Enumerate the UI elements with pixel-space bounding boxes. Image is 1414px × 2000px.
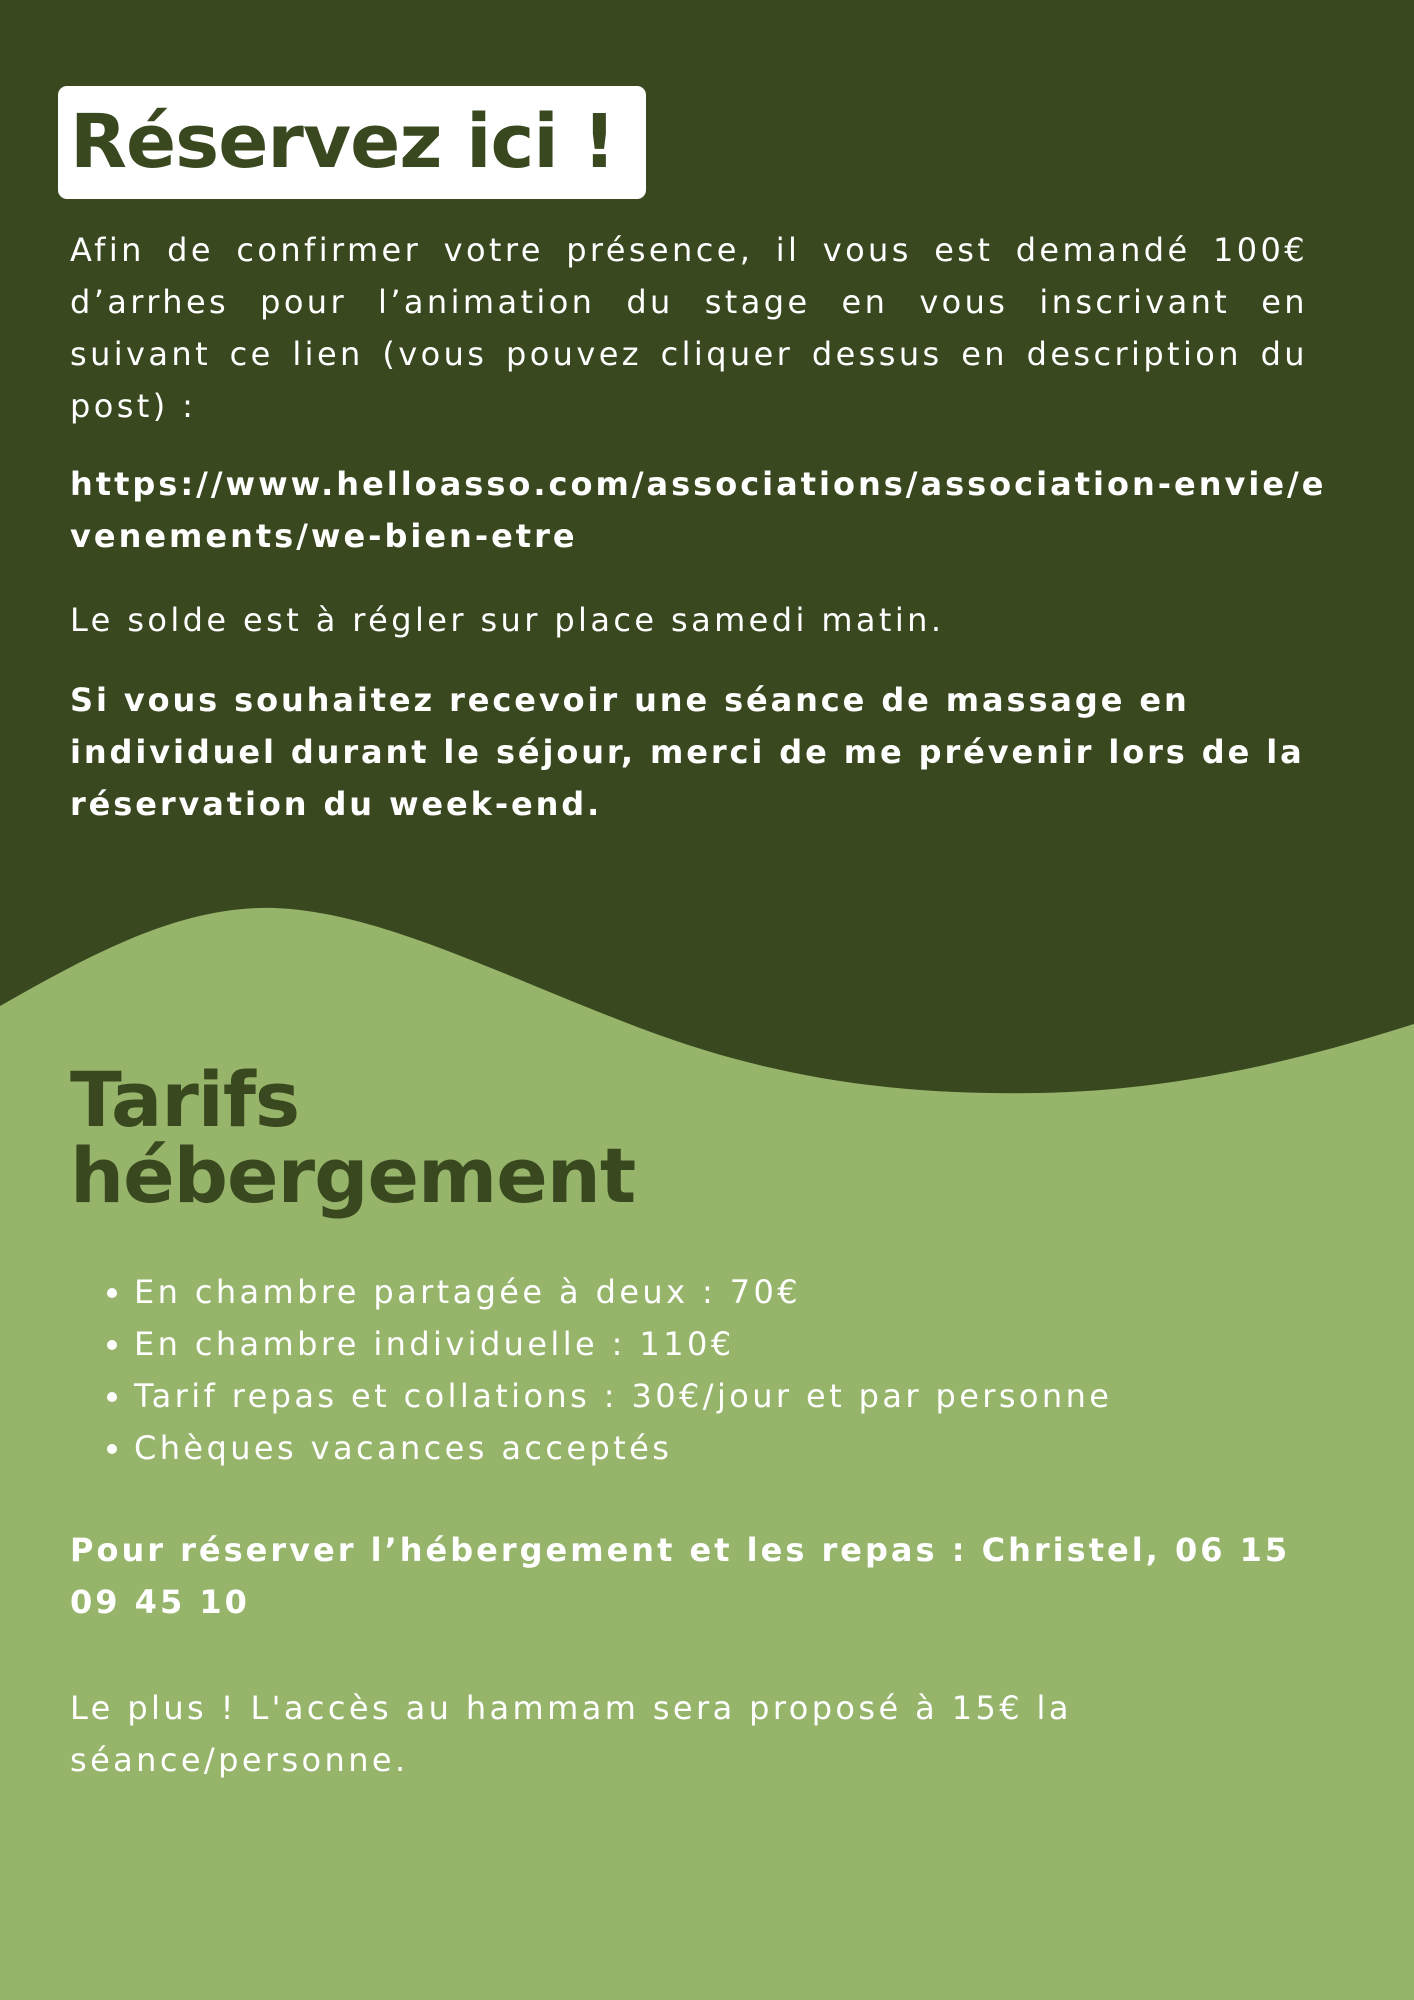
accommodation-title-line1: Tarifs (70, 1055, 300, 1144)
massage-note: Si vous souhaitez recevoir une séance de massage en individuel durant le séjour, merci de me prévenir lors de la réservation du week-end. (70, 681, 1305, 823)
list-item: • En chambre individuelle : 110€ (134, 1318, 1112, 1370)
reservation-link[interactable]: https://www.helloasso.com/associations/association-envie/evenements/we-bien-etre (70, 465, 1327, 555)
contact-info: Pour réserver l’hébergement et les repas : Christel, 06 15 09 45 10 (70, 1531, 1291, 1621)
accommodation-title (70, 1055, 636, 1220)
list-item: • Tarif repas et collations : 30€/jour et par personne (134, 1370, 1112, 1422)
list-item: • En chambre partagée à deux : 70€ (134, 1266, 1112, 1318)
reservation-title: Réservez ici ! (70, 99, 616, 185)
accommodation-title-line2: hébergement (70, 1131, 636, 1220)
balance-note: Le solde est à régler sur place samedi matin. (70, 601, 945, 639)
list-item: • Chèques vacances acceptés (134, 1422, 1112, 1474)
reservation-intro: Afin de confirmer votre présence, il vous est demandé 100€ d’arrhes pour l’animation du stage en vous inscrivant en suivant ce lien (vous pouvez cliquer dessus en description du post) : (70, 231, 1308, 425)
hammam-bonus: Le plus ! L'accès au hammam sera proposé à 15€ la séance/personne. (70, 1689, 1072, 1779)
price-list (70, 1266, 1112, 1474)
